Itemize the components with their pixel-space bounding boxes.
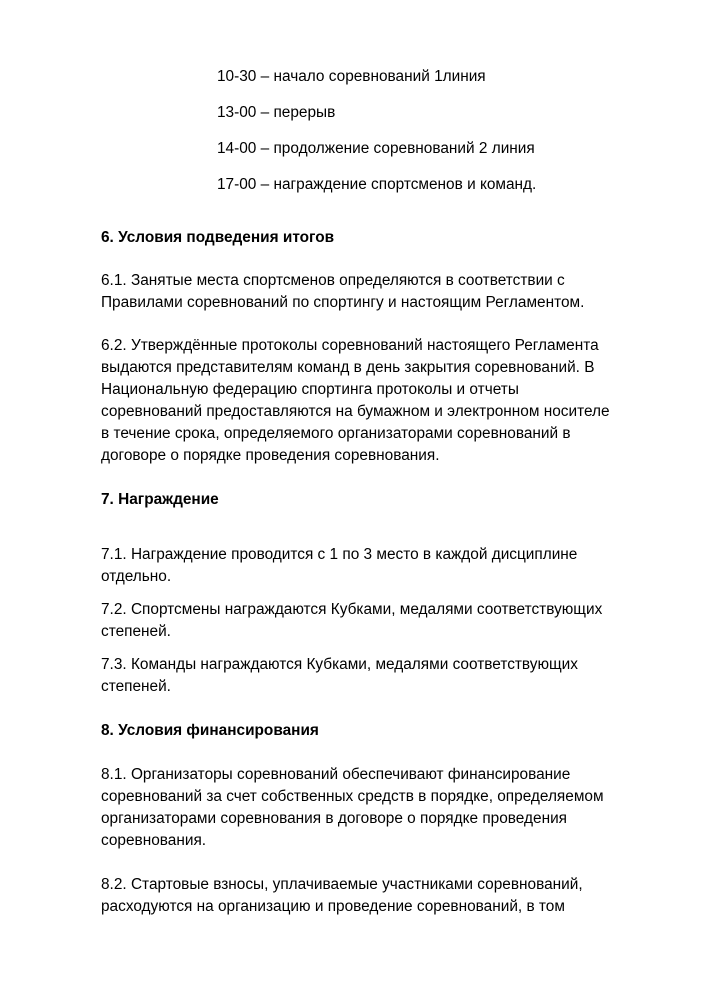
paragraph-line: степеней. [101,623,171,640]
paragraph-line: соревнований за счет собственных средств в порядке, определяемом [101,788,604,805]
section-heading: 7. Награждение [101,491,219,508]
paragraph-line: 7.2. Спортсмены награждаются Кубками, медалями соответствующих [101,601,603,618]
paragraph-line: организаторами соревнования в договоре о порядке проведения [101,810,567,827]
paragraph-line: 6.1. Занятые места спортсменов определяются в соответствии с [101,272,565,289]
paragraph-line: 8.2. Стартовые взносы, уплачиваемые участниками соревнований, [101,876,583,893]
paragraph-line: в течение срока, определяемого организаторами соревнований в [101,425,571,442]
schedule-item: 17-00 – награждение спортсменов и команд. [217,176,537,193]
paragraph-line: соревнований предоставляются на бумажном и электронном носителе [101,403,610,420]
section-heading: 8. Условия финансирования [101,722,319,739]
schedule-item: 14-00 – продолжение соревнований 2 линия [217,140,535,157]
paragraph-line: 6.2. Утверждённые протоколы соревнований настоящего Регламента [101,337,599,354]
schedule-item: 13-00 – перерыв [217,104,336,121]
paragraph-line: степеней. [101,678,171,695]
paragraph-line: 7.3. Команды награждаются Кубками, медалями соответствующих [101,656,578,673]
section-heading: 6. Условия подведения итогов [101,229,335,246]
paragraph-line: Правилами соревнований по спортингу и настоящим Регламентом. [101,294,585,311]
paragraph-line: соревнования. [101,832,207,849]
paragraph-line: договоре о порядке проведения соревнования. [101,447,440,464]
paragraph-line: 7.1. Награждение проводится с 1 по 3 место в каждой дисциплине [101,546,578,563]
paragraph-line: расходуются на организацию и проведение соревнований, в том [101,898,565,915]
paragraph-line: отдельно. [101,568,172,585]
paragraph-line: выдаются представителям команд в день закрытия соревнований. В [101,359,595,376]
paragraph-line: Национальную федерацию спортинга протоколы и отчеты [101,381,519,398]
schedule-item: 10-30 – начало соревнований 1линия [217,68,486,85]
paragraph-line: 8.1. Организаторы соревнований обеспечивают финансирование [101,766,571,783]
